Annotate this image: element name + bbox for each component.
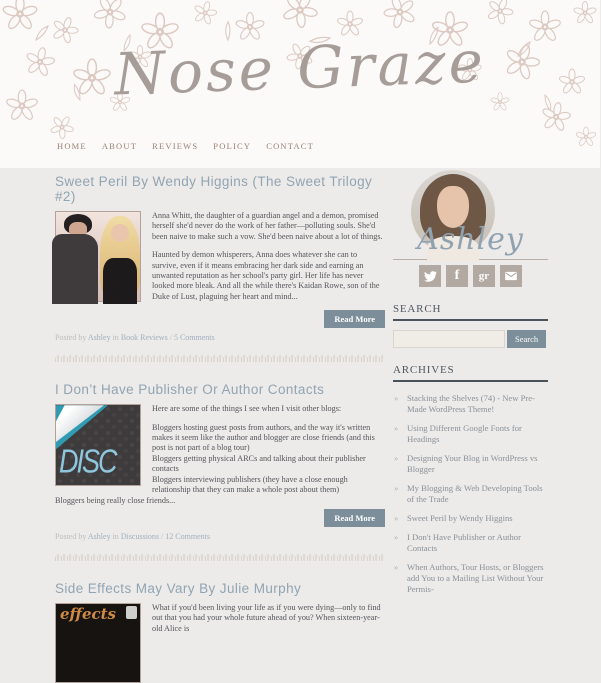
meta-category-link[interactable]: Discussions: [120, 531, 160, 541]
excerpt-paragraph: Bloggers being really close friends...: [55, 495, 176, 505]
excerpt-paragraph: What if you'd been living your life as if you were dying—only to find out that you had your whole future ahead of you? When sixteen-year-old Alice is: [152, 602, 381, 633]
meta-separator: /: [161, 531, 164, 541]
excerpt-paragraph: Bloggers getting physical ARCs and talking about their publisher contacts: [152, 453, 366, 474]
post-list: [55, 174, 385, 683]
post-title[interactable]: Side Effects May Vary By Julie Murphy: [55, 580, 302, 596]
sidebar: [393, 170, 548, 603]
post-meta: [55, 333, 385, 342]
archive-link[interactable]: » I Don't Have Publisher or Author Contacts: [393, 532, 548, 554]
excerpt-paragraph: Haunted by demon whisperers, Anna does whatever she can to survive, even if it means embracing her dark side and earning an unwanted reputation as her school's party girl. Her life has never looked more bleak. And all the while there's Kaidan Rowe, son of the Duke of Lust, plaguing her heart and mind...: [152, 250, 380, 301]
archive-link[interactable]: » Designing Your Blog in WordPress vs Blogger: [393, 453, 548, 475]
cover-art-detail: [126, 606, 137, 619]
site-logo[interactable]: Nose Graze: [113, 27, 487, 109]
meta-posted-by: Posted by: [55, 333, 87, 343]
archive-link[interactable]: » My Blogging & Web Developing Tools of the Trade: [393, 483, 548, 505]
meta-comments-link[interactable]: 5 Comments: [173, 333, 215, 343]
site-header: [0, 0, 600, 168]
cover-art-detail: [103, 258, 137, 304]
author-name-script: Ashley: [417, 222, 524, 257]
archive-link[interactable]: » Sweet Peril by Wendy Higgins: [393, 513, 548, 524]
archives-list: [393, 393, 548, 595]
read-more-button[interactable]: Read More: [324, 509, 385, 527]
email-button[interactable]: [500, 265, 522, 287]
cover-art-detail: [111, 224, 129, 242]
facebook-icon: f: [454, 268, 460, 283]
excerpt-paragraph: Here are some of the things I see when I visit other blogs:: [152, 404, 342, 414]
book-cover-side-effects[interactable]: [55, 603, 141, 683]
meta-separator: /: [169, 333, 172, 343]
social-links: [393, 265, 548, 287]
read-more-button[interactable]: Read More: [324, 310, 385, 328]
nav-item-about[interactable]: ABOUT: [101, 141, 138, 151]
archives-heading: ARCHIVES: [393, 364, 548, 382]
nav-item-contact[interactable]: CONTACT: [266, 141, 315, 151]
post-side-effects: [55, 581, 385, 634]
cover-art-detail: [52, 234, 98, 304]
search-input[interactable]: [393, 330, 505, 348]
discussion-image-label: DISC: [59, 442, 116, 480]
twitter-icon: [424, 270, 437, 283]
excerpt-paragraph: Anna Whitt, the daughter of a guardian angel and a demon, promised herself she'd never do the work of her father—polluting souls. She'd been naive to make such a vow. She'd been naive about a lot of things.: [152, 211, 383, 241]
meta-posted-by: Posted by: [55, 531, 87, 541]
excerpt-paragraph: Bloggers interviewing publishers (they have a close enough relationship that they can make a whole post about them): [152, 474, 348, 495]
excerpt-paragraph: Bloggers hosting guest posts from authors, and the way it's written makes it seem like the author and blogger are close friends (and this post is not part of a blog tour): [152, 422, 375, 453]
facebook-button[interactable]: [446, 265, 468, 287]
meta-in: in: [112, 333, 119, 343]
post-sweet-peril: [55, 174, 385, 342]
ornamental-divider: [55, 554, 385, 561]
meta-category-link[interactable]: Book Reviews: [120, 333, 168, 343]
archive-link[interactable]: » Stacking the Shelves (74) - New Pre-Made WordPress Theme!: [393, 393, 548, 415]
nav-item-home[interactable]: HOME: [57, 141, 87, 151]
twitter-button[interactable]: [419, 265, 441, 287]
post-image-discussion[interactable]: [55, 404, 141, 486]
archive-link[interactable]: » When Authors, Tour Hosts, or Bloggers add You to a Mailing List Without Your Permis-: [393, 562, 548, 595]
nav-item-reviews[interactable]: REVIEWS: [152, 141, 199, 151]
nav-item-policy[interactable]: POLICY: [213, 141, 252, 151]
archive-link[interactable]: » Using Different Google Fonts for Headings: [393, 423, 548, 445]
post-publisher-contacts: [55, 382, 385, 541]
cover-title-text: effects: [60, 604, 117, 623]
search-heading: SEARCH: [393, 303, 548, 321]
email-icon: [504, 269, 518, 283]
meta-comments-link[interactable]: 12 Comments: [165, 531, 210, 541]
goodreads-button[interactable]: [473, 265, 495, 287]
post-title[interactable]: Sweet Peril By Wendy Higgins (The Sweet Trilogy #2): [55, 174, 373, 204]
meta-author-link[interactable]: Ashley: [87, 333, 111, 343]
goodreads-icon: gr: [478, 270, 490, 282]
book-cover-sweet-peril[interactable]: [55, 211, 141, 302]
meta-in: in: [112, 531, 119, 541]
meta-author-link[interactable]: Ashley: [87, 531, 111, 541]
main-nav: [57, 141, 314, 151]
ornamental-divider: [55, 355, 385, 362]
search-button[interactable]: Search: [507, 330, 546, 348]
search-form: [393, 330, 548, 348]
post-meta: [55, 532, 385, 541]
post-title[interactable]: I Don’t Have Publisher Or Author Contacts: [55, 382, 325, 398]
